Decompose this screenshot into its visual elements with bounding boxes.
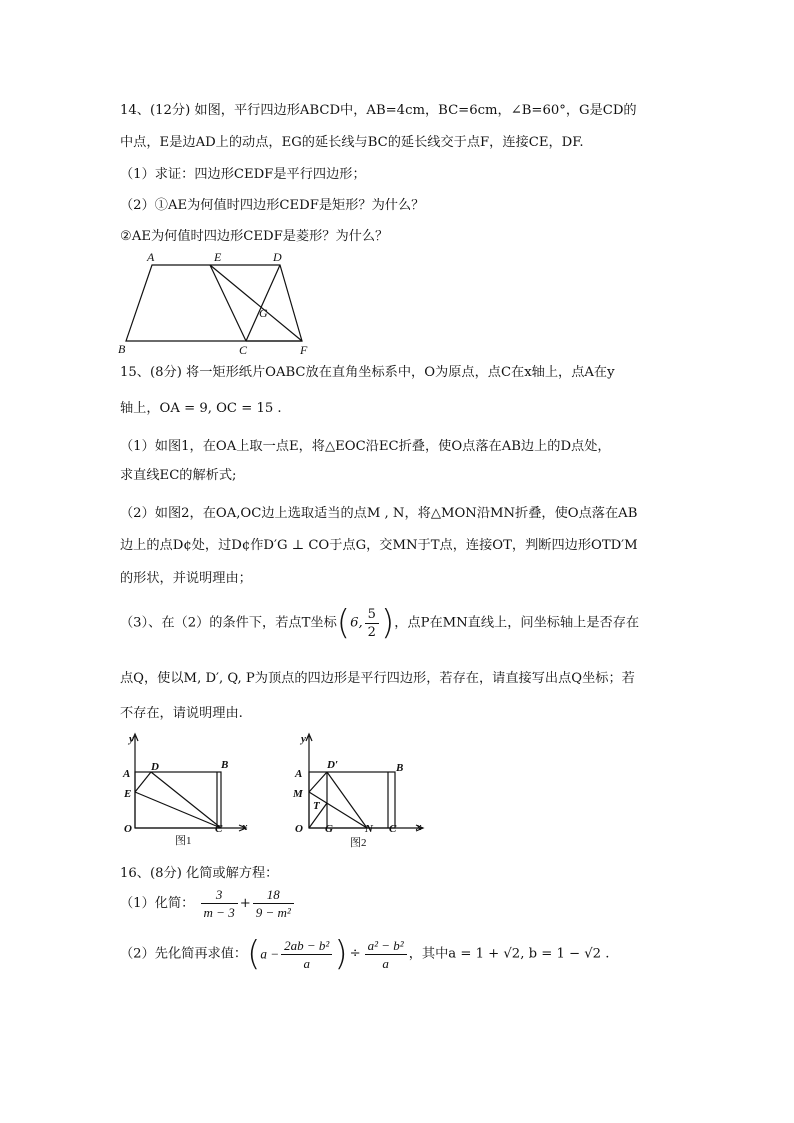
q15-line-6: 边上的点D¢处，过D¢作D′G ⊥ CO于点G，交MN于T点，连接OT，判断四边形OTD′M xyxy=(120,538,638,553)
q15-line-8-b: ，点P在MN直线上，问坐标轴上是否存在 xyxy=(394,615,640,631)
q16-line-1: 16、(8分) 化简或解方程： xyxy=(120,866,279,881)
fig2-x: x xyxy=(416,821,422,833)
q15-line-10: 不存在，请说明理由. xyxy=(120,706,243,721)
q15-line-8-a: （3）、在（2）的条件下，若点T坐标 xyxy=(120,615,337,631)
fig2-A: A xyxy=(295,768,303,780)
q14-line-2: 中点，E是边AD上的动点，EG的延长线与BC的延长线交于点F，连接CE，DF. xyxy=(120,135,584,150)
fig2-y: y xyxy=(301,733,306,745)
q15-figure-2 xyxy=(285,730,435,852)
fig2-B: B xyxy=(396,762,404,774)
expr-right-paren: ) xyxy=(334,934,348,974)
q15-line-1: 15、(8分) 将一矩形纸片OABC放在直角坐标系中，O为原点，点C在x轴上，点A在y xyxy=(120,365,615,380)
t-coord-fraction xyxy=(365,608,379,639)
q15-line-7: 的形状，并说明理由； xyxy=(120,571,252,586)
label-G: G xyxy=(259,306,268,320)
left-paren: ( xyxy=(336,603,351,643)
label-E: E xyxy=(214,250,222,264)
efrac1-den: a xyxy=(303,955,310,971)
fig2-N: N xyxy=(365,823,373,835)
divide-sign: ÷ xyxy=(349,946,361,962)
expr-a: a − xyxy=(260,946,280,962)
fig2-C: C xyxy=(389,823,397,835)
q16-part1-label: （1）化简： xyxy=(120,895,195,911)
right-paren: ) xyxy=(380,603,395,643)
fig2-O: O xyxy=(295,823,303,835)
q16-line-2 xyxy=(120,888,296,919)
q16-line-3 xyxy=(120,934,610,974)
frac1-num: 3 xyxy=(201,888,238,904)
q15-line-4: 求直线EC的解析式; xyxy=(120,468,237,483)
plus-sign: + xyxy=(239,895,251,911)
fig2-M: M xyxy=(293,788,303,800)
fig1-O: O xyxy=(124,823,132,835)
q15-line-5: （2）如图2，在OA,OC边上选取适当的点M , N，将△MON沿MN折叠，使O点落在AB xyxy=(120,506,638,521)
efrac2-num: a² − b² xyxy=(365,939,407,955)
t-frac-num: 5 xyxy=(365,608,379,624)
t-coord-whole: 6, xyxy=(350,615,363,631)
expr-left-paren: ( xyxy=(247,934,261,974)
fraction-a2-b2-over-a xyxy=(365,939,407,970)
fig1-caption: 图1 xyxy=(175,835,192,847)
fig1-C: C xyxy=(215,823,223,835)
frac1-den: m − 3 xyxy=(203,905,235,920)
fraction-3-over-m-3 xyxy=(201,888,238,919)
label-C: C xyxy=(239,343,248,357)
q14-figure-parallelogram xyxy=(110,250,330,358)
frac2-den: 9 − m² xyxy=(255,905,291,920)
q16-part2-label: （2）先化简再求值： xyxy=(120,946,248,962)
label-A: A xyxy=(147,250,155,264)
q14-line-1: 14、(12分) 如图，平行四边形ABCD中，AB=4cm，BC=6cm，∠B=60°，G是CD的 xyxy=(120,103,637,118)
fig1-D: D xyxy=(151,761,159,773)
fig2-T: T xyxy=(313,800,320,812)
q15-line-9: 点Q，使以M, D′, Q, P为顶点的四边形是平行四边形，若存在，请直接写出点Q坐标；若 xyxy=(120,671,635,686)
q15-line-2: 轴上，OA = 9, OC = 15 . xyxy=(120,401,282,416)
q16-part2-tail: ，其中a = 1 + √2, b = 1 − √2 . xyxy=(408,946,610,962)
fig1-E: E xyxy=(124,788,132,800)
q15-line-8 xyxy=(120,603,640,643)
fig2-G: G xyxy=(325,823,333,835)
q14-line-4: （2）①AE为何值时四边形CEDF是矩形？为什么？ xyxy=(120,198,425,213)
fig2-D: D′ xyxy=(327,759,339,771)
fraction-18-over-9-m2 xyxy=(253,888,294,919)
t-frac-den: 2 xyxy=(367,624,376,640)
q14-line-3: （1）求证：四边形CEDF是平行四边形； xyxy=(120,167,366,182)
q15-figure-1 xyxy=(118,730,258,850)
fig1-x: x xyxy=(242,821,248,833)
fig1-y: y xyxy=(129,733,134,745)
efrac2-den: a xyxy=(382,955,389,971)
fig1-B: B xyxy=(221,759,229,771)
label-D: D xyxy=(273,250,282,264)
fig1-A: A xyxy=(123,768,131,780)
q14-line-5: ②AE为何值时四边形CEDF是菱形？为什么？ xyxy=(120,229,389,244)
q15-line-3: （1）如图1，在OA上取一点E，将△EOC沿EC折叠，使O点落在AB边上的D点处， xyxy=(120,439,611,454)
fig2-caption: 图2 xyxy=(350,837,367,849)
frac2-num: 18 xyxy=(253,888,294,904)
fraction-2ab-b2-over-a xyxy=(281,939,332,970)
label-B: B xyxy=(118,342,126,356)
label-F: F xyxy=(300,343,308,357)
efrac1-num: 2ab − b² xyxy=(281,939,332,955)
